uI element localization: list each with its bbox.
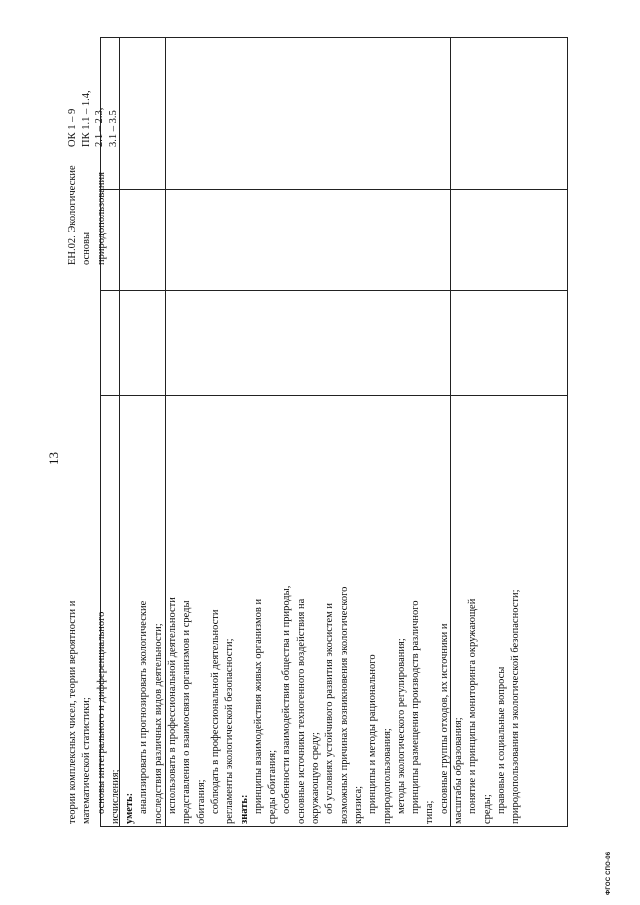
cell-line: кризиса;	[352, 785, 364, 824]
cell-line: возможных причинах возникновения экологического	[338, 586, 350, 824]
competency-line: ОК 1 – 9	[67, 108, 78, 147]
cell-line: обитания;	[195, 779, 207, 824]
discipline-line: основы	[81, 231, 93, 265]
cell-line: представления о взаимосвязи организмов и среды	[181, 600, 193, 824]
cell-line: особенности взаимодействия общества и природы,	[281, 585, 293, 814]
cell-line: анализировать и прогнозировать экологические	[138, 600, 150, 814]
discipline-cell	[66, 145, 109, 265]
cell-line: основные группы отходов, их источники и	[438, 623, 450, 814]
competency-line: 2.1 – 2.3,	[94, 107, 105, 147]
cell-line: природопользования;	[381, 728, 393, 824]
cell-line: уметь:	[124, 792, 136, 824]
cell-line: регламенты экологической безопасности;	[224, 638, 236, 824]
cell-line: принципы размещения производств различного	[410, 600, 422, 814]
competency-line: ПК 1.1 – 1.4,	[80, 90, 92, 147]
cell-line: методы экологического регулирования;	[395, 638, 407, 814]
cell-line: последствия различных видов деятельности;	[152, 623, 164, 824]
cell-line: знать:	[238, 794, 250, 824]
page-number: 13	[46, 452, 61, 465]
cell-line: исчисления;	[109, 769, 121, 824]
cell-line: использовать в профессиональной деятельности	[167, 597, 179, 814]
discipline-line: ЕН.02. Экологические	[67, 165, 78, 265]
cell-line: об условиях устойчивого развития экосистем и	[324, 602, 336, 814]
column-divider	[101, 395, 567, 396]
competency-line: 3.1 – 3.5	[107, 110, 119, 147]
cell-line: математической статистики;	[81, 697, 93, 824]
competencies-cell	[66, 39, 120, 147]
cell-line: среды;	[481, 794, 493, 824]
column-divider	[101, 290, 567, 291]
cell-line: принципы взаимодействия живых организмов и	[252, 598, 264, 814]
cell-line: основные источники техногенного воздействия на	[295, 598, 307, 824]
skills-knowledge-cell	[66, 479, 524, 824]
footer-code: ФГОС СПО-06	[606, 851, 612, 895]
cell-line: типа;	[424, 800, 436, 824]
cell-line: правовые и социальные вопросы	[495, 666, 507, 814]
cell-line: основы интегрального и дифференциального	[95, 611, 107, 814]
cell-line: окружающую среду;	[310, 732, 322, 824]
discipline-line: природопользования	[95, 172, 107, 265]
cell-line: теории комплексных чисел, теории вероятности и	[67, 600, 78, 824]
cell-line: принципы и методы рационального	[367, 654, 379, 814]
cell-line: понятие и принципы мониторинга окружающей	[467, 598, 479, 814]
cell-line: масштабы образования;	[453, 717, 465, 824]
column-divider	[101, 189, 567, 190]
cell-line: соблюдать в профессиональной деятельности	[209, 609, 221, 814]
cell-line: природопользования и экологической безопасности;	[510, 589, 522, 824]
cell-line: среды обитания;	[267, 749, 279, 824]
